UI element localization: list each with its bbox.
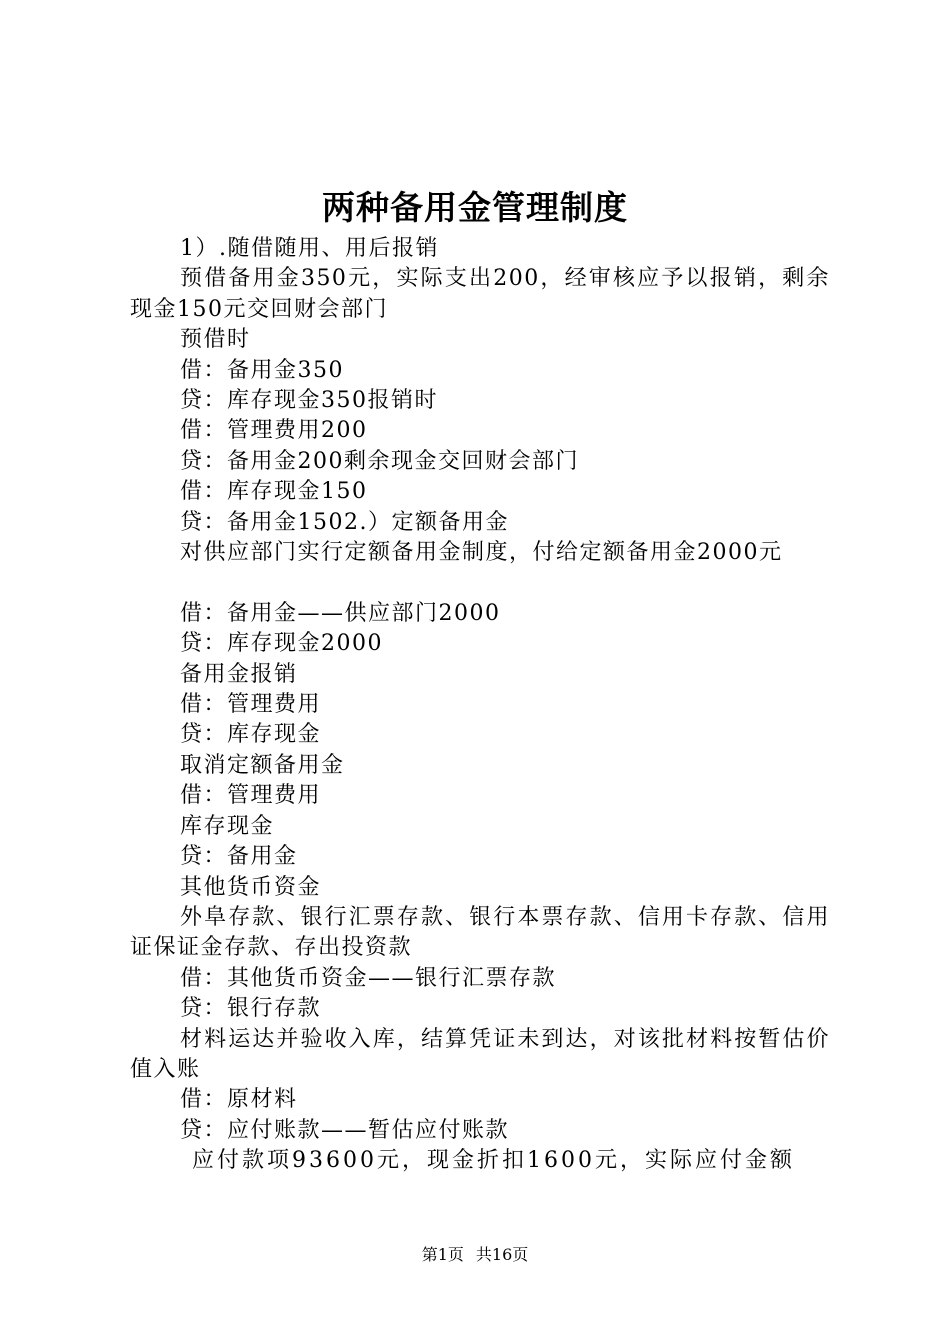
document-title: 两种备用金管理制度 [322, 188, 628, 227]
paragraph: 借：备用金350 [180, 357, 344, 383]
paragraph: 借：库存现金150 [180, 479, 368, 505]
paragraph: 应付款项93600元，现金折扣1600元，实际应付金额 [192, 1148, 795, 1174]
paragraph: 备用金报销 [180, 661, 298, 687]
paragraph: 借：管理费用200 [180, 418, 368, 444]
document-body [130, 234, 830, 1177]
paragraph: 贷：库存现金350报销时 [180, 388, 438, 414]
paragraph: 贷：备用金200剩余现金交回财会部门 [180, 448, 579, 474]
paragraph: 预借备用金350元，实际支出200，经审核应予以报销，剩余现金150元交回财会部门 [130, 266, 830, 322]
paragraph: 贷：银行存款 [180, 996, 322, 1022]
paragraph: 贷：备用金1502.）定额备用金 [180, 509, 509, 535]
paragraph: 其他货币资金 [180, 874, 322, 900]
paragraph: 借：其他货币资金——银行汇票存款 [180, 965, 557, 991]
paragraph: 1）.随借随用、用后报销 [180, 236, 439, 261]
paragraph: 借：原材料 [180, 1087, 298, 1113]
paragraph: 库存现金 [180, 813, 275, 839]
paragraph: 贷：库存现金 [180, 722, 322, 748]
paragraph: 借：管理费用 [180, 692, 322, 718]
paragraph: 预借时 [180, 327, 251, 353]
paragraph: 对供应部门实行定额备用金制度，付给定额备用金2000元 [180, 540, 783, 566]
paragraph: 外阜存款、银行汇票存款、银行本票存款、信用卡存款、信用证保证金存款、存出投资款 [130, 904, 830, 961]
paragraph: 贷：备用金 [180, 844, 298, 870]
paragraph: 取消定额备用金 [180, 752, 345, 778]
paragraph: 借：备用金——供应部门2000 [180, 600, 501, 626]
paragraph: 贷：应付账款——暂估应付账款 [180, 1117, 510, 1143]
page-total: 共16页 [475, 1245, 529, 1264]
blank-line [130, 568, 830, 598]
paragraph: 材料运达并验收入库，结算凭证未到达，对该批材料按暂估价值入账 [130, 1026, 830, 1082]
page-footer [0, 1244, 950, 1266]
page-number: 第1页 [421, 1245, 464, 1264]
paragraph: 借：管理费用 [180, 783, 322, 809]
paragraph: 贷：库存现金2000 [180, 631, 383, 657]
